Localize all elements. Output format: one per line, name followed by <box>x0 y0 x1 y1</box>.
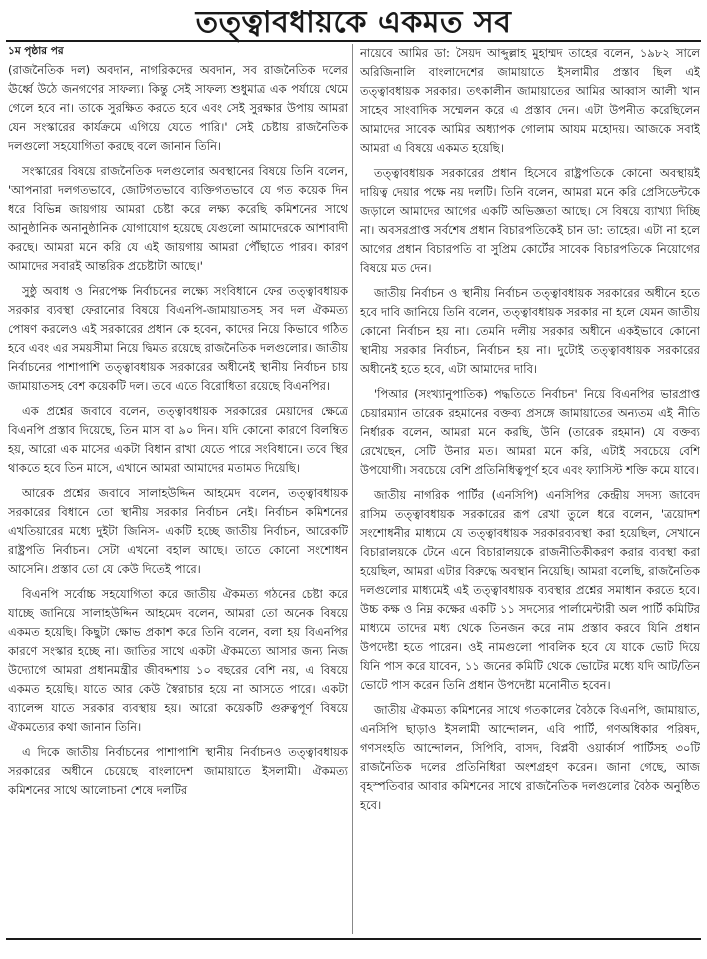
paragraph: এ দিকে জাতীয় নির্বাচনের পাশাপাশি স্থানীয় নির্বাচনও তত্ত্বাবধায়ক সরকারের অধীনে চেয়েছে বাংলাদেশ জামায়াতে ইসলামী। ঐকমত্য কমিশনের সাথে আলোচনা শেষে দলটির <box>8 745 348 797</box>
paragraph: জাতীয় নির্বাচন ও স্থানীয় নির্বাচন তত্ত্বাবধায়ক সরকারের অধীনে হতে হবে দাবি জানিয়ে তিনি বলেন, তত্ত্বাবধায়ক সরকার না হলে যেমন জাতীয় কোনো নির্বাচন হয় না। তেমনি দলীয় সরকার অধীনে একইভাবে কোনো স্থানীয় সরকার নির্বাচন, নির্বাচন হয় না। দুটোই তত্ত্বাবধায়ক সরকারের অধীনেই হতে হবে, এটা আমাদের দাবি। <box>360 286 700 376</box>
paragraph: বিএনপি সর্বোচ্চ সহযোগিতা করে জাতীয় ঐকমত্য গঠনের চেষ্টা করে যাচ্ছে জানিয়ে সালাহউদ্দিন আহমেদ বলেন, আমরা তো অনেক বিষয়ে একমত হয়েছি। কিছুটা ক্ষোভ প্রকাশ করে তিনি বলেন, বলা হয় বিএনপির কারণে সংস্কার হচ্ছে না। জাতির সাথে একটা ঐকমত্যে আসার জন্য নিজ উদ্যোগে আমরা প্রধানমন্ত্রীর জীবদ্দশায় ১০ বছরের বেশি নয়, এ বিষয়ে একমত হয়েছি। যাতে আর কেউ স্বৈরাচার হয়ে না আসতে পারে। একটা ব্যালেন্স যাতে সরকার ব্যবস্থায় হয়। আরো কয়েকটি গুরুত্বপূর্ণ বিষয়ে ঐকমত্যের কথা জানান তিনি। <box>8 587 348 734</box>
paragraph: (রাজনৈতিক দল) অবদান, নাগরিকদের অবদান, সব রাজনৈতিক দলের ঊর্ধ্বে উঠে জনগণের সাফল্য। কিন্তু সেই সাফল্য শুধুমাত্র এক পর্যায়ে থেমে গেলে হবে না। তাকে সুরক্ষিত করতে হবে এবং সেই সুরক্ষার উপায় আমরা যেন সংস্কারের কার্যক্রমে এগিয়ে যেতে পারি।' সেই চেষ্টায় রাজনৈতিক দলগুলো সহযোগিতা করছে বলে জানান তিনি। <box>8 63 348 153</box>
paragraph: আরেক প্রশ্নের জবাবে সালাহউদ্দিন আহমেদ বলেন, তত্ত্বাবধায়ক সরকারের বিধানে তো স্থানীয় সরকার নির্বাচন নেই। নির্বাচন কমিশনের এখতিয়ারের মধ্যে দুইটা জিনিস- একটি হচ্ছে জাতীয় নির্বাচন, আরেকটি রাষ্ট্রপতি নির্বাচন। সেটা এখনো বহাল আছে। তাতে কোনো সংশোধন আসেনি। প্রস্তাব তো যে কেউ দিতেই পারে। <box>8 486 348 576</box>
headline-rule <box>6 40 701 42</box>
paragraph: তত্ত্বাবধায়ক সরকারের প্রধান হিসেবে রাষ্ট্রপতিকে কোনো অবস্থায়ই দায়িত্ব দেয়ার পক্ষে নয় দলটি। তিনি বলেন, আমরা মনে করি প্রেসিডেন্টকে জড়ালে আমাদের আগের একটি অভিজ্ঞতা আছে। সে বিষয়ে ব্যাখ্যা দিচ্ছি না। অবসরপ্রাপ্ত সর্বশেষ প্রধান বিচারপতিকেই চান ডা: তাহের। এটা না হলে আগের প্রধান বিচারপতি বা সুপ্রিম কোর্টের সাবেক বিচারপতিকে নিয়োগের বিষয়ে মত দেন। <box>360 166 700 275</box>
right-column <box>360 44 700 934</box>
continued-from-label: ১ম পৃষ্ঠার পর <box>8 45 64 57</box>
paragraph: জাতীয় ঐকমত্য কমিশনের সাথে গতকালের বৈঠকে বিএনপি, জামায়াত, এনসিপি ছাড়াও ইসলামী আন্দোলন, এবি পার্টি, গণঅধিকার পরিষদ, গণসংহতি আন্দোলন, সিপিবি, বাসদ, বিপ্লবী ওয়ার্কার্স পার্টিসহ ৩০টি রাজনৈতিক দলের প্রতিনিধিরা অংশগ্রহণ করেন। জানা গেছে, আজ বৃহস্পতিবার আবার কমিশনের সাথে রাজনৈতিক দলগুলোর বৈঠক অনুষ্ঠিত হবে। <box>360 703 700 812</box>
paragraph: জাতীয় নাগরিক পার্টির (এনসিপি) এনসিপির কেন্দ্রীয় সদস্য জাবেদ রাসিম তত্ত্বাবধায়ক সরকারের রূপ রেখা তুলে ধরে বলেন, 'ত্রয়োদশ সংশোধনীর মাধ্যমে যে তত্ত্বাবধায়ক সরকারব্যবস্থা করা হয়েছিল, সেখানে বিচারালয়কে টেনে এনে বিচারালয়কে রাজনীতিকীকরণ করার ব্যবস্থা করা হয়েছিল, আমরা এটার বিরুদ্ধে অবস্থান নিয়েছি। আমরা বলেছি, রাজনৈতিক দলগুলোর মাধ্যমেই এই তত্ত্বাবধায়ক ব্যবস্থার প্রশ্নের সমাধান করতে হবে। উচ্চ কক্ষ ও নিম্ন কক্ষের একটি ১১ সদস্যের পার্লামেন্টারী অল পার্টি কমিটির মাধ্যমে তাদের মধ্য থেকে তিনজন করে নাম প্রস্তাব করবে যিনি প্রধান উপদেষ্টা হতে পারেন। ওই নামগুলো পাবলিক হবে যে যাকে ভোট দিয়ে যিনি পাস করে যাবেন, ১১ জনের কমিটি থেকে ভোটের মধ্যে যদি আট/তিন ভোটে পাস করেন তিনি প্রধান উপদেষ্টা মনোনীত হবেন। <box>360 488 700 692</box>
paragraph: সুষ্ঠু অবাধ ও নিরপেক্ষ নির্বাচনের লক্ষ্যে সংবিধানে ফের তত্ত্বাবধায়ক সরকার ব্যবস্থা ফেরানোর বিষয়ে বিএনপি-জামায়াতসহ সব দল ঐকমত্য পোষণ করলেও এই সরকারের প্রধান কে হবেন, কাদের নিয়ে কিভাবে গঠিত হবে এবং এর সময়সীমা নিয়ে দ্বিমত রয়েছে রাজনৈতিক দলগুলোর। জাতীয় নির্বাচনের পাশাপাশি তত্ত্বাবধায়ক সরকারের অধীনেই স্থানীয় নির্বাচন চায় জামায়াতসহ বেশ কয়েকটি দল। তবে এতে বিরোধিতা রয়েছে বিএনপির। <box>8 284 348 393</box>
bottom-rule <box>6 938 701 940</box>
paragraph: 'পিআর (সংখ্যানুপাতিক) পদ্ধতিতে নির্বাচন' নিয়ে বিএনপির ভারপ্রাপ্ত চেয়ারম্যান তারেক রহমানের বক্তব্য প্রসঙ্গে জামায়াতের অন্যতম এই নীতি নির্ধারক বলেন, আমরা মনে করছি, উনি (তারেক রহমান) যে বক্তব্য রেখেছেন, সেটি উনার মত। আমরা মনে করি, এটাই সবচেয়ে বেশি উপযোগী। সবচেয়ে বেশি প্রতিনিধিত্বপূর্ণ হবে এবং ফ্যাসিস্ট শক্তি কমে যাবে। <box>360 387 700 477</box>
headline: তত্ত্বাবধায়কে একমত সব <box>195 5 512 40</box>
left-column <box>8 44 348 934</box>
paragraph: এক প্রশ্নের জবাবে বলেন, তত্ত্বাবধায়ক সরকারের মেয়াদের ক্ষেত্রে বিএনপি প্রস্তাব দিয়েছে, তিন মাস বা ৯০ দিন। যদি কোনো কারণে বিলম্বিত হয়, আরো এক মাসের একটা বিধান রাখা যেতে পারে সংবিধানে। তবে স্থির থাকতে হবে তিন মাসে, এখানে আমরা আমাদের মতামত দিয়েছি। <box>8 404 348 475</box>
paragraph: নায়েবে আমির ডা: সৈয়দ আব্দুল্লাহ মুহাম্মদ তাহের বলেন, ১৯৮২ সালে অরিজিনালি বাংলাদেশের জামায়াতে ইসলামীর প্রস্তাব ছিল এই তত্ত্বাবধায়ক সরকার। তৎকালীন জামায়াতের আমির আব্বাস আলী খান সাহেব সাংবাদিক সম্মেলন করে এ প্রস্তাব দেন। এটা উপনীত করেছিলেন আমাদের সাবেক আমির অধ্যাপক গোলাম আযম মহোদয়। আজকে সবাই আমরা এ বিষয়ে একমত হয়েছি। <box>360 46 700 155</box>
paragraph: সংস্কারের বিষয়ে রাজনৈতিক দলগুলোর অবস্থানের বিষয়ে তিনি বলেন, 'আপনারা দলগতভাবে, জোটগতভাবে ব্যক্তিগতভাবে যে গত কয়েক দিন ধরে বিভিন্ন জায়গায় আমরা চেষ্টা করে লক্ষ্য করেছি কমিশনের সাথে আনুষ্ঠানিক অনানুষ্ঠানিক যোগাযোগ হয়েছে যেগুলো আমাদেরকে আশাবাদী করছে। আমরা মনে করি যে এই জায়গায় আমরা পৌঁছাতে পারব। কারণ আমাদের সবারই আন্তরিক প্রচেষ্টাটা আছে।' <box>8 164 348 273</box>
column-divider <box>352 44 353 934</box>
